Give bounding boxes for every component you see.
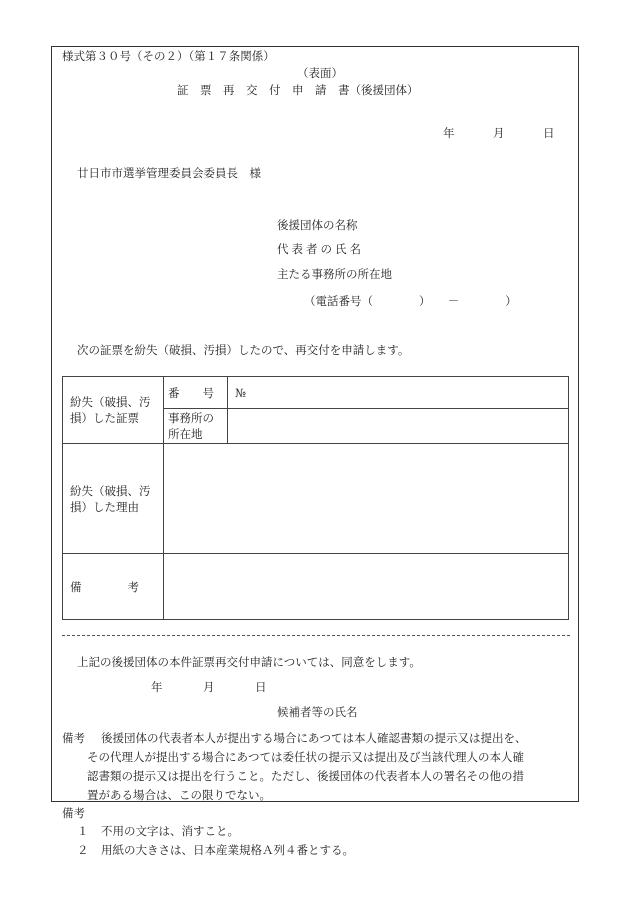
reason-label: 紛失（破損、汚損）した理由 (63, 444, 164, 554)
addressee: 廿日市市選挙管理委員会委員長 様 (77, 166, 261, 180)
inner-note-line: 認書類の提示又は提出を行うこと。ただし、後援団体の代表者本人の署名その他の措 (87, 769, 524, 783)
footnote-head: 備考 (62, 806, 85, 820)
form-number: 様式第３０号（その２）（第１７条関係） (62, 49, 275, 63)
remarks-value[interactable] (164, 554, 569, 620)
certificate-table (62, 376, 569, 620)
candidate-label: 候補者等の氏名 (277, 705, 358, 719)
footnote-num: ２ (77, 843, 89, 857)
table-row (63, 377, 569, 409)
inner-note-line: その代理人が提出する場合にあつては委任状の提示又は提出及び当該代理人の本人確 (87, 750, 524, 764)
office-label: 主たる事務所の所在地 (277, 267, 392, 281)
page-title: 証 票 再 交 付 申 請 書（後援団体） (177, 83, 419, 97)
statement: 次の証票を紛失（破損、汚損）したので、再交付を申請します。 (77, 343, 410, 357)
consent-year: 年 (151, 680, 163, 694)
reason-value[interactable] (164, 444, 569, 554)
lost-cert-label: 紛失（破損、汚損）した証票 (63, 377, 164, 444)
inner-note-line: 置がある場合は、この限りでない。 (87, 788, 271, 802)
rep-name-label: 代表者の氏名 (277, 242, 364, 256)
consent-month: 月 (203, 680, 215, 694)
number-label: 番 号 (164, 377, 228, 409)
date-month: 月 (493, 126, 505, 140)
inner-note-line: 後援団体の代表者本人が提出する場合にあつては本人確認書類の提示又は提出を、 (101, 731, 527, 745)
office-location-value[interactable] (228, 409, 569, 444)
number-value: № (228, 377, 569, 409)
table-row (63, 554, 569, 620)
date-day: 日 (543, 126, 555, 140)
footnote-num: １ (77, 824, 89, 838)
table-row (63, 444, 569, 554)
side-label: （表面） (297, 66, 343, 80)
org-name-label: 後援団体の名称 (277, 218, 358, 232)
office-location-label: 事務所の所在地 (164, 409, 228, 444)
footnote-text: 用紙の大きさは、日本産業規格Ａ列４番とする。 (101, 843, 354, 857)
date-year: 年 (443, 126, 455, 140)
inner-note-head: 備考 (62, 731, 85, 745)
consent-text: 上記の後援団体の本件証票再交付申請については、同意をします。 (77, 655, 421, 669)
footnote-text: 不用の文字は、消すこと。 (101, 824, 239, 838)
phone-label: （電話番号（ ） － ） (304, 294, 517, 308)
cut-line (62, 635, 570, 636)
remarks-label: 備 考 (63, 554, 164, 620)
consent-day: 日 (255, 680, 267, 694)
